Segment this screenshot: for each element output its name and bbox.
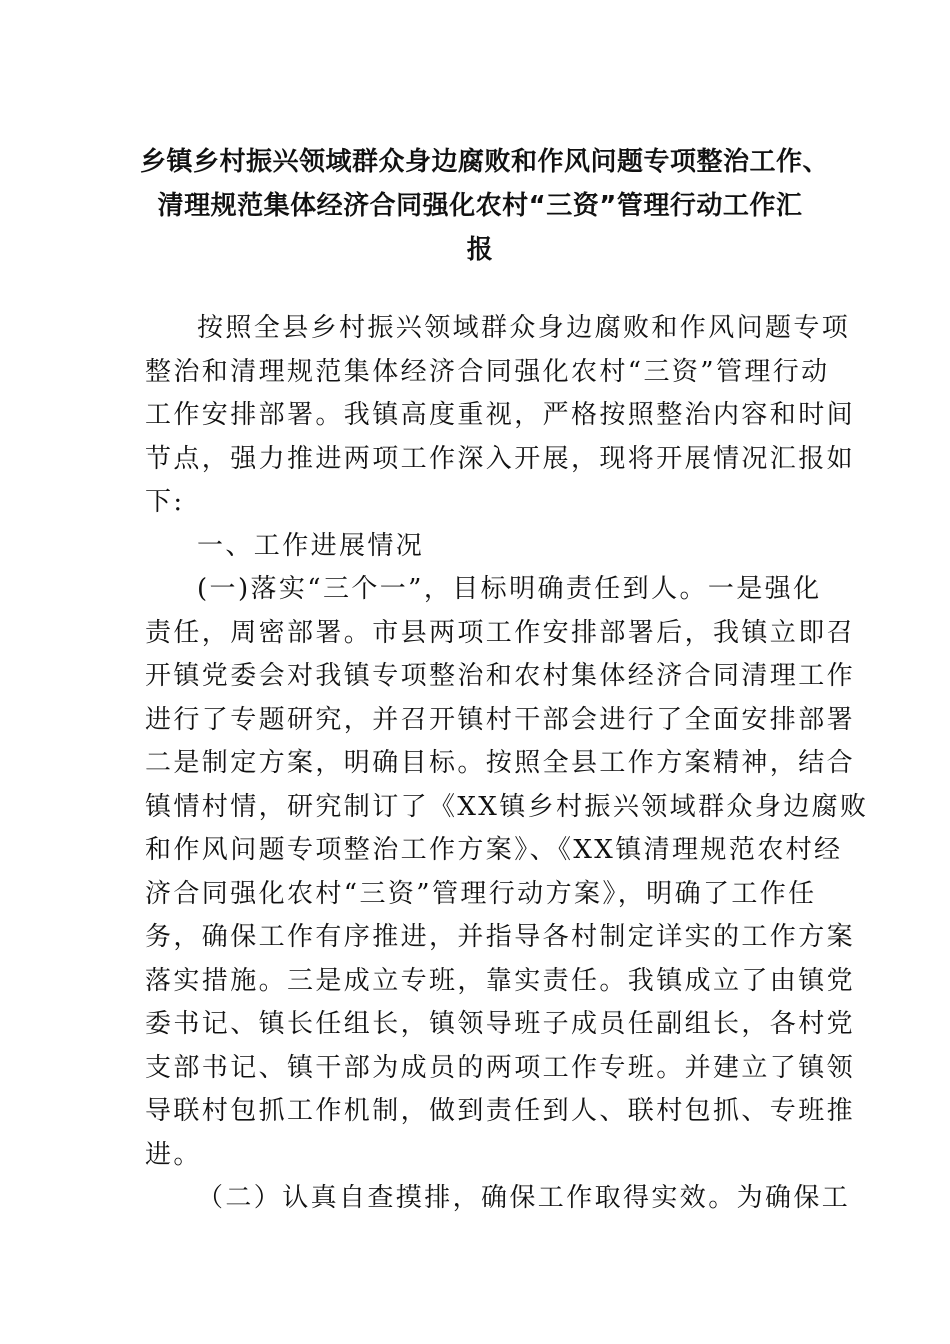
paragraph-line: 责任，周密部署。市县两项工作安排部署后，我镇立即召 xyxy=(145,617,856,648)
paragraph-line: (一)落实“三个一”，目标明确责任到人。一是强化 xyxy=(197,574,822,604)
paragraph-line: 济合同强化农村“三资”管理行动方案》，明确了工作任 xyxy=(145,878,817,909)
paragraph-line: 工作安排部署。我镇高度重视，严格按照整治内容和时间 xyxy=(145,400,856,430)
paragraph-line: 二是制定方案，明确目标。按照全县工作方案精神，结合 xyxy=(145,748,856,778)
document-title xyxy=(140,140,830,272)
paragraph-line: 支部书记、镇干部为成员的两项工作专班。并建立了镇领 xyxy=(145,1052,856,1083)
paragraph-line: 务，确保工作有序推进，并指导各村制定详实的工作方案 xyxy=(145,922,856,952)
paragraph-line: 按照全县乡村振兴领域群众身边腐败和作风问题专项 xyxy=(197,313,851,343)
document-body xyxy=(145,307,869,1221)
paragraph-line: （二）认真自查摸排，确保工作取得实效。为确保工 xyxy=(197,1183,851,1213)
paragraph-line: 进行了专题研究，并召开镇村干部会进行了全面安排部署 xyxy=(145,704,856,735)
paragraph-line: 和作风问题专项整治工作方案》、《XX镇清理规范农村经 xyxy=(145,835,843,865)
title-line: 乡镇乡村振兴领域群众身边腐败和作风问题专项整治工作、 xyxy=(140,147,830,177)
title-line: 清理规范集体经济合同强化农村“三资”管理行动工作汇 xyxy=(157,191,803,221)
paragraph-line: 委书记、镇长任组长，镇领导班子成员任副组长，各村党 xyxy=(145,1009,856,1039)
title-line: 报 xyxy=(466,235,494,265)
paragraph-line: 整治和清理规范集体经济合同强化农村“三资”管理行动 xyxy=(145,356,830,387)
paragraph-line: 镇情村情，研究制订了《XX镇乡村振兴领域群众身边腐败 xyxy=(145,791,869,822)
paragraph-line: 落实措施。三是成立专班，靠实责任。我镇成立了由镇党 xyxy=(145,965,856,996)
paragraph-line: 导联村包抓工作机制，做到责任到人、联村包抓、专班推 xyxy=(145,1096,856,1126)
section-heading: 一、工作进展情况 xyxy=(197,530,425,561)
paragraph-line: 进。 xyxy=(145,1139,202,1170)
paragraph-line: 下: xyxy=(145,487,185,517)
paragraph-line: 开镇党委会对我镇专项整治和农村集体经济合同清理工作 xyxy=(145,661,856,691)
paragraph-line: 节点，强力推进两项工作深入开展，现将开展情况汇报如 xyxy=(145,443,856,474)
